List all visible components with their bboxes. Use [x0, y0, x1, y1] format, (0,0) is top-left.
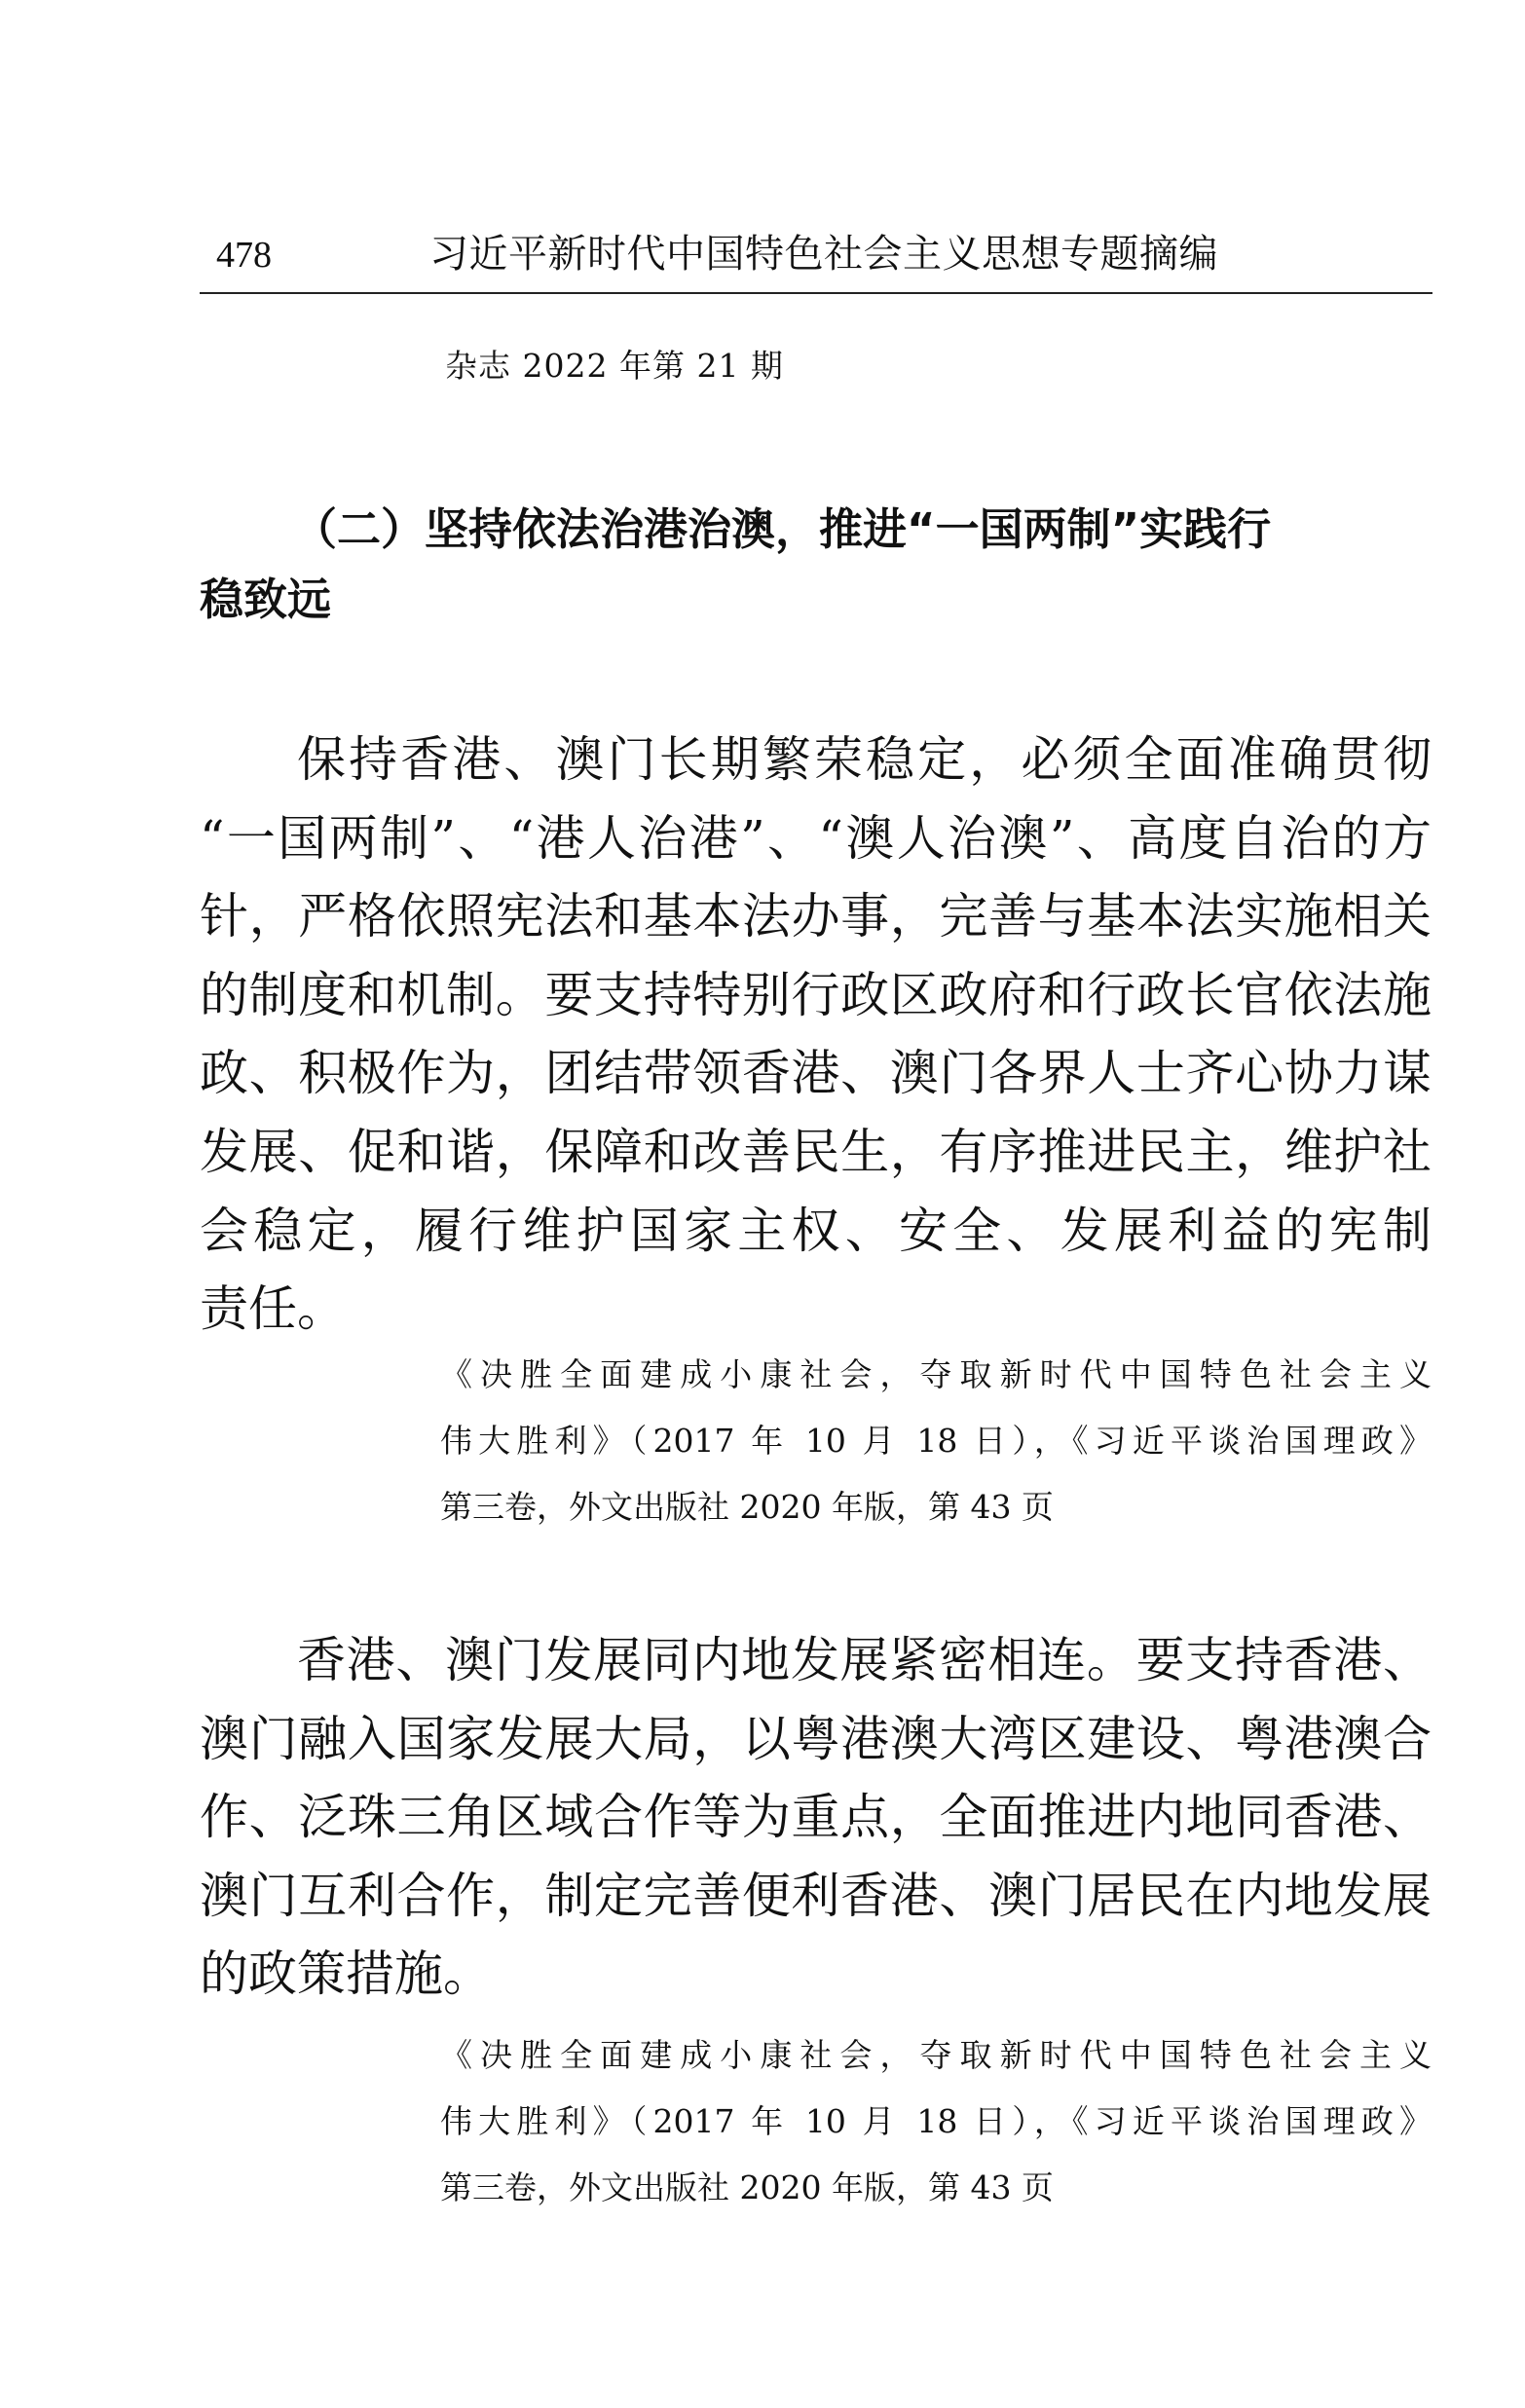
section-heading-line: （二）坚持依法治港治澳，推进“一国两制”实践行 — [293, 503, 1272, 555]
paragraph-line: 发展、促和谐，保障和改善民生，有序推进民主，维护社 — [200, 1123, 1432, 1180]
source-citation — [440, 2022, 1432, 2221]
paragraph-line: 的制度和机制。要支持特别行政区政府和行政长官依法施 — [200, 966, 1432, 1023]
paragraph-line: 保持香港、澳门长期繁荣稳定，必须全面准确贯彻 — [297, 731, 1432, 788]
paragraph-line: 的政策措施。 — [200, 1945, 492, 2003]
section-heading — [200, 495, 1432, 635]
paragraph-line: 澳门互利合作，制定完善便利香港、澳门居民在内地发展 — [200, 1867, 1432, 1924]
running-header — [200, 232, 1432, 294]
citation-line: 《决胜全面建成小康社会，夺取新时代中国特色社会主义 — [440, 1355, 1432, 1393]
paragraph-line: 澳门融入国家发展大局，以粤港澳大湾区建设、粤港澳合 — [200, 1710, 1432, 1767]
citation-line: 第三卷，外文出版社 2020 年版，第 43 页 — [440, 1488, 1054, 1526]
section-heading-line: 稳致远 — [200, 574, 332, 625]
paragraph-line: 作、泛珠三角区域合作等为重点，全面推进内地同香港、 — [200, 1789, 1432, 1846]
body-paragraph — [200, 721, 1432, 1349]
citation-line: 《决胜全面建成小康社会，夺取新时代中国特色社会主义 — [440, 2036, 1432, 2074]
paragraph-line: 针，严格依照宪法和基本法办事，完善与基本法实施相关 — [200, 888, 1432, 945]
body-paragraph — [200, 1621, 1432, 2014]
paragraph-line: 香港、澳门发展同内地发展紧密相连。要支持香港、 — [297, 1632, 1432, 1688]
paragraph-line: 责任。 — [200, 1280, 346, 1338]
source-citation — [440, 1342, 1432, 1540]
citation-line: 伟大胜利》（2017 年 10 月 18 日），《习近平谈治国理政》 — [440, 2102, 1432, 2140]
page-number: 478 — [216, 235, 272, 276]
citation-line: 伟大胜利》（2017 年 10 月 18 日），《习近平谈治国理政》 — [440, 1422, 1432, 1460]
book-title: 习近平新时代中国特色社会主义思想专题摘编 — [429, 232, 1218, 277]
paragraph-line: 会稳定，履行维护国家主权、安全、发展利益的宪制 — [200, 1202, 1432, 1259]
citation-line: 第三卷，外文出版社 2020 年版，第 43 页 — [440, 2168, 1054, 2206]
paragraph-line: 政、积极作为，团结带领香港、澳门各界人士齐心协力谋 — [200, 1045, 1432, 1102]
paragraph-line: “一国两制”、“港人治港”、“澳人治澳”、高度自治的方 — [200, 809, 1432, 867]
continuation-citation: 杂志 2022 年第 21 期 — [445, 347, 784, 385]
